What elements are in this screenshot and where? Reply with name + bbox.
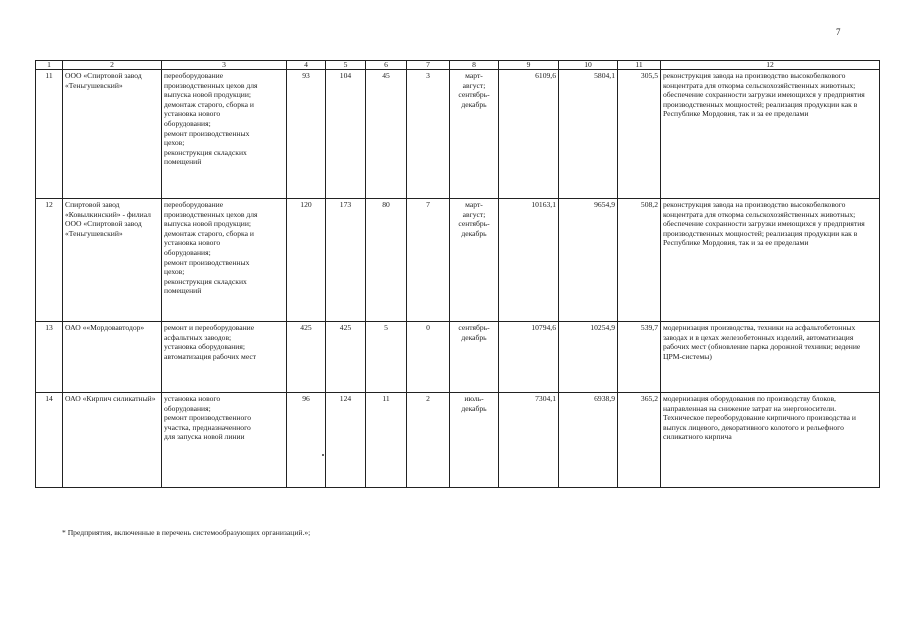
amount-cell: 365,2 [618, 393, 661, 488]
amount-cell: 9654,9 [559, 199, 618, 322]
header-cell: 1 [36, 61, 63, 70]
value-cell: 425 [326, 322, 366, 393]
amount-cell: 10794,6 [499, 322, 559, 393]
table-row [36, 393, 880, 488]
footnote: * Предприятия, включенные в перечень системообразующих организаций.»; [62, 528, 311, 537]
header-cell: 6 [366, 61, 407, 70]
activities-cell: ремонт и переоборудование асфальтных заводов; установка оборудования; автоматизация рабочих мест [162, 322, 287, 393]
value-cell: 7 [407, 199, 450, 322]
header-cell: 4 [287, 61, 326, 70]
value-cell: 173 [326, 199, 366, 322]
value-cell: 5 [366, 322, 407, 393]
description-cell: модернизация производства, техники на асфальтобетонных заводах и в цехах железобетонных изделий, автоматизация рабочих мест (обновление парка дорожной техники; ведение ЦРМ-системы) [661, 322, 880, 393]
row-number: 12 [36, 199, 63, 322]
description-cell: модернизация оборудования по производству блоков, направленная на снижение затрат на энергоносители. Техническое переоборудование кирпичного производства и выпуск лицевого, декоративного колотого и рельефного силикатного кирпича [661, 393, 880, 488]
row-number: 13 [36, 322, 63, 393]
value-cell: 45 [366, 70, 407, 199]
description-cell: реконструкция завода на производство высокобелкового концентрата для откорма сельскохозяйственных животных; обеспечение сохранности загрузки имеющихся у предприятия производственных мощностей; реализация продукции как в Республике Мордовия, так и за ее пределами [661, 70, 880, 199]
page-number: 7 [836, 27, 841, 37]
value-cell: 120 [287, 199, 326, 322]
enterprise-table [35, 60, 880, 488]
value-cell: 0 [407, 322, 450, 393]
organization-name: ОАО «Кирпич силикатный» [63, 393, 162, 488]
header-cell: 9 [499, 61, 559, 70]
row-number: 11 [36, 70, 63, 199]
value-cell: 93 [287, 70, 326, 199]
activities-cell: переоборудование производственных цехов для выпуска новой продукции; демонтаж старого, сборка и установка нового оборудования; ремонт производственных цехов; реконструкция складских помещений [162, 70, 287, 199]
header-cell: 5 [326, 61, 366, 70]
description-cell: реконструкция завода на производство высокобелкового концентрата для откорма сельскохозяйственных животных; обеспечение сохранности загрузки имеющихся у предприятия производственных мощностей; реализация продукции как в Республике Мордовия, так и за ее пределами [661, 199, 880, 322]
value-cell: 80 [366, 199, 407, 322]
period-cell: март- август; сентябрь- декабрь [450, 199, 499, 322]
amount-cell: 7304,1 [499, 393, 559, 488]
header-cell: 3 [162, 61, 287, 70]
organization-name: ОАО ««Мордовавтодор» [63, 322, 162, 393]
value-cell: 96 [287, 393, 326, 488]
header-cell: 2 [63, 61, 162, 70]
value-cell: 124 [326, 393, 366, 488]
period-cell: сентябрь- декабрь [450, 322, 499, 393]
amount-cell: 508,2 [618, 199, 661, 322]
amount-cell: 10163,1 [499, 199, 559, 322]
amount-cell: 305,5 [618, 70, 661, 199]
header-cell: 11 [618, 61, 661, 70]
amount-cell: 6109,6 [499, 70, 559, 199]
header-cell: 10 [559, 61, 618, 70]
value-cell: 2 [407, 393, 450, 488]
header-cell: 8 [450, 61, 499, 70]
period-cell: март- август; сентябрь- декабрь [450, 70, 499, 199]
organization-name: ООО «Спиртовой завод «Теньгушевский» [63, 70, 162, 199]
header-row [36, 61, 880, 70]
activities-cell: установка нового оборудования; ремонт производственного участка, предназначенного для запуска новой линии [162, 393, 287, 488]
value-cell: 104 [326, 70, 366, 199]
amount-cell: 5804,1 [559, 70, 618, 199]
amount-cell: 10254,9 [559, 322, 618, 393]
amount-cell: 539,7 [618, 322, 661, 393]
organization-name: Спиртовой завод «Ковылкинский» - филиал ООО «Спиртовой завод «Теньгушевский» [63, 199, 162, 322]
row-number: 14 [36, 393, 63, 488]
header-cell: 12 [661, 61, 880, 70]
stray-mark [322, 454, 324, 456]
value-cell: 11 [366, 393, 407, 488]
value-cell: 3 [407, 70, 450, 199]
table-row [36, 322, 880, 393]
amount-cell: 6938,9 [559, 393, 618, 488]
value-cell: 425 [287, 322, 326, 393]
table-row [36, 199, 880, 322]
period-cell: июль- декабрь [450, 393, 499, 488]
header-cell: 7 [407, 61, 450, 70]
table-row [36, 70, 880, 199]
activities-cell: переоборудование производственных цехов для выпуска новой продукции; демонтаж старого, сборка и установка нового оборудования; ремонт производственных цехов; реконструкция складских помещений [162, 199, 287, 322]
